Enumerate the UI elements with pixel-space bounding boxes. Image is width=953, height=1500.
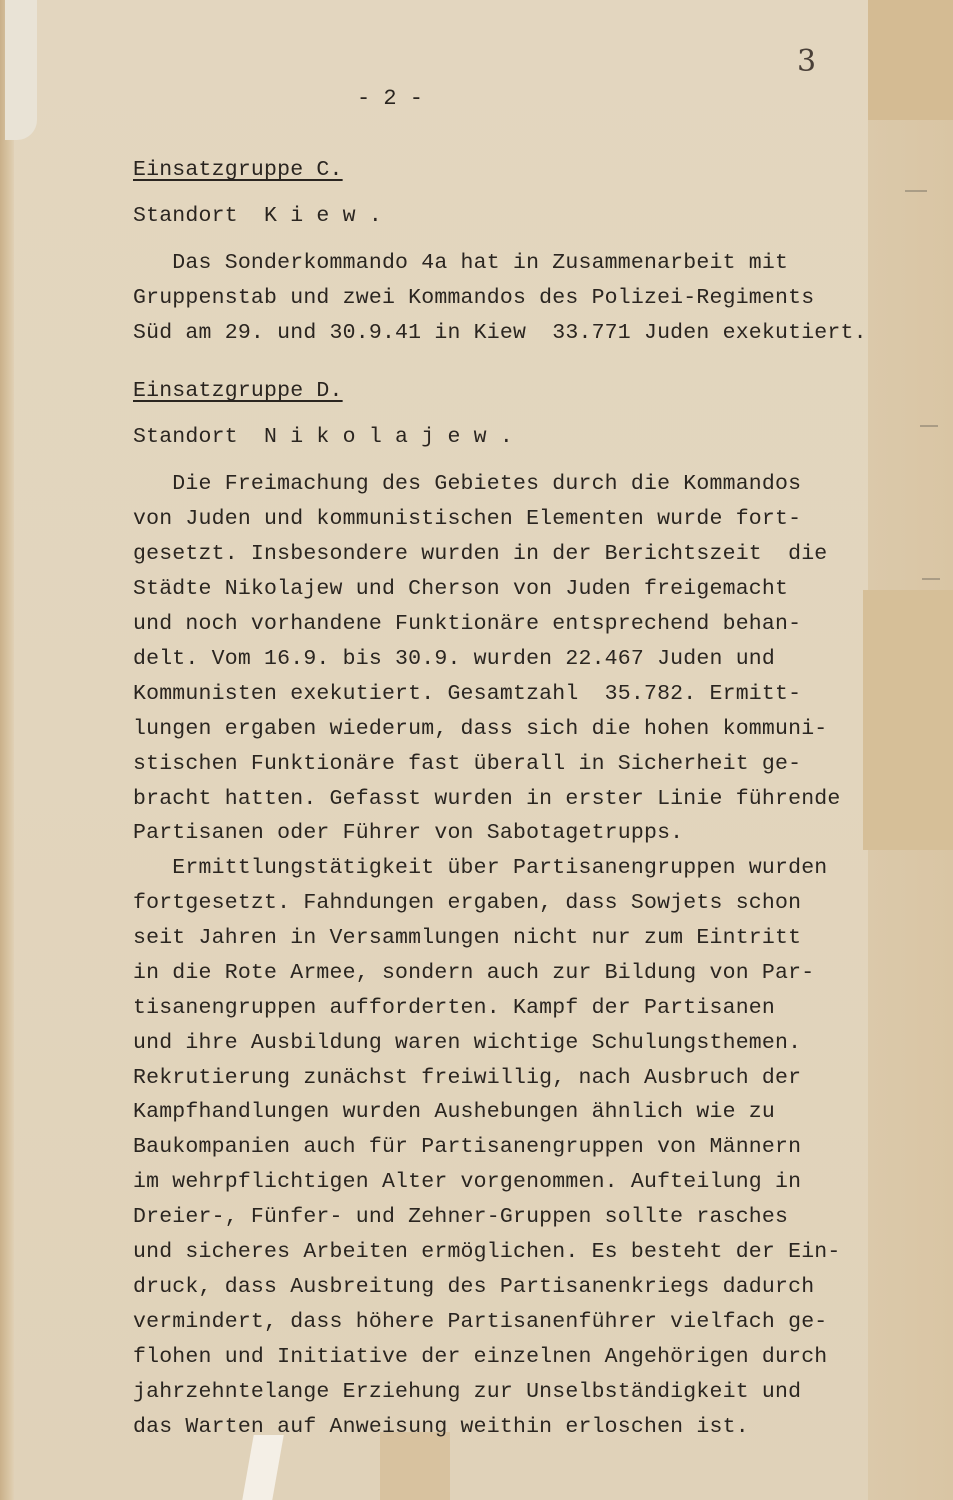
section-location-c: Standort K i e w . [133, 204, 382, 228]
text-line: flohen und Initiative der einzelnen Angehörigen durch [133, 1345, 828, 1369]
text-line: Partisanen oder Führer von Sabotagetrupps. [133, 821, 684, 845]
text-line: Ermittlungstätigkeit über Partisanengruppen wurden [133, 856, 828, 880]
text-line: fortgesetzt. Fahndungen ergaben, dass Sowjets schon [133, 891, 802, 915]
text-line: lungen ergaben wiederum, dass sich die hohen kommuni- [133, 717, 828, 741]
text-line: Rekrutierung zunächst freiwillig, nach Ausbruch der [133, 1066, 802, 1090]
archive-page-stamp: 3 [797, 44, 817, 79]
text-line: tisanengruppen aufforderten. Kampf der Partisanen [133, 996, 776, 1020]
paper-tear-bottom [242, 1435, 283, 1500]
tape-strip-bottom [380, 1432, 450, 1500]
text-line: das Warten auf Anweisung weithin erloschen ist. [133, 1415, 749, 1439]
page-number: - 2 - [357, 86, 424, 111]
document-body [133, 0, 933, 1439]
text-line: Das Sonderkommando 4a hat in Zusammenarbeit mit [133, 251, 789, 275]
text-line: und ihre Ausbildung waren wichtige Schulungsthemen. [133, 1031, 802, 1055]
text-line: Dreier-, Fünfer- und Zehner-Gruppen sollte rasches [133, 1205, 789, 1229]
text-line: stischen Funktionäre fast überall in Sicherheit ge- [133, 752, 802, 776]
section-heading-c: Einsatzgruppe C. [133, 158, 343, 182]
text-line: jahrzehntelange Erziehung zur Unselbständigkeit und [133, 1380, 802, 1404]
text-line: gesetzt. Insbesondere wurden in der Berichtszeit die [133, 542, 828, 566]
text-line: Süd am 29. und 30.9.41 in Kiew 33.771 Juden exekutiert. [133, 321, 867, 345]
text-line: von Juden und kommunistischen Elementen wurde fort- [133, 507, 802, 531]
text-line: und noch vorhandene Funktionäre entsprechend behan- [133, 612, 802, 636]
paper-edge-left [0, 0, 14, 1500]
section-location-d: Standort N i k o l a j e w . [133, 425, 513, 449]
text-line: Baukompanien auch für Partisanengruppen von Männern [133, 1135, 802, 1159]
text-line: Die Freimachung des Gebietes durch die Kommandos [133, 472, 802, 496]
text-line: im wehrpflichtigen Alter vorgenommen. Aufteilung in [133, 1170, 802, 1194]
text-line: delt. Vom 16.9. bis 30.9. wurden 22.467 Juden und [133, 647, 776, 671]
text-line: Kampfhandlungen wurden Aushebungen ähnlich wie zu [133, 1100, 776, 1124]
text-line: und sicheres Arbeiten ermöglichen. Es besteht der Ein- [133, 1240, 841, 1264]
text-line: vermindert, dass höhere Partisanenführer vielfach ge- [133, 1310, 828, 1334]
text-line: bracht hatten. Gefasst wurden in erster Linie führende [133, 787, 841, 811]
text-line: in die Rote Armee, sondern auch zur Bildung von Par- [133, 961, 815, 985]
text-line: Kommunisten exekutiert. Gesamtzahl 35.782. Ermitt- [133, 682, 802, 706]
text-line: druck, dass Ausbreitung des Partisanenkriegs dadurch [133, 1275, 815, 1299]
text-line: Städte Nikolajew und Cherson von Juden freigemacht [133, 577, 789, 601]
text-line: seit Jahren in Versammlungen nicht nur zum Eintritt [133, 926, 802, 950]
paper-tear-left [5, 0, 37, 140]
section-heading-d: Einsatzgruppe D. [133, 379, 343, 403]
text-line: Gruppenstab und zwei Kommandos des Polizei-Regiments [133, 286, 815, 310]
